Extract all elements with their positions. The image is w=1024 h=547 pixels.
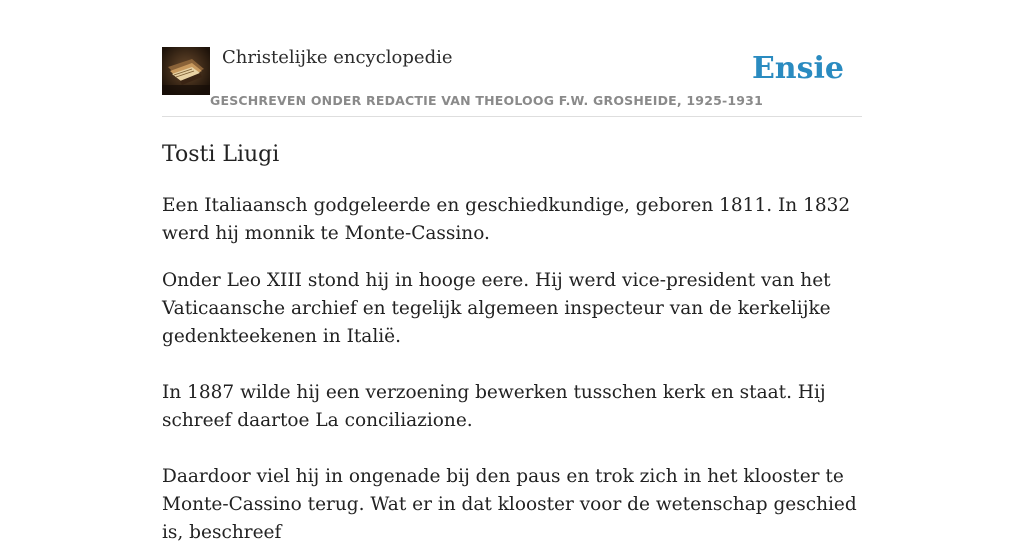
book-photo-icon (162, 47, 210, 95)
encyclopedia-avatar[interactable] (162, 47, 210, 95)
article-paragraph: In 1887 wilde hij een verzoening bewerken tusschen kerk en staat. Hij schreef daartoe La conciliazione. (162, 382, 826, 431)
encyclopedia-title[interactable]: Christelijke encyclopedie (222, 47, 453, 68)
article-title: Tosti Liugi (162, 142, 280, 167)
encyclopedia-header (162, 46, 862, 117)
article-paragraph: Daardoor viel hij in ongenade bij den paus en trok zich in het klooster te Monte-Cassino terug. Wat er in dat klooster voor de wetenschap geschied is, beschreef (162, 466, 857, 543)
article-body (162, 192, 862, 547)
article-paragraph: Een Italiaansch godgeleerde en geschiedkundige, geboren 1811. In 1832 werd hij monnik te Monte-Cassino. (162, 195, 851, 244)
encyclopedia-subtitle: GESCHREVEN ONDER REDACTIE VAN THEOLOOG F.W. GROSHEIDE, 1925-1931 (210, 93, 763, 108)
article-paragraph: Onder Leo XIII stond hij in hooge eere. Hij werd vice-president van het Vaticaansche archief en tegelijk algemeen inspecteur van de kerkelijke gedenkteekenen in Italië. (162, 270, 831, 347)
ensie-logo-link[interactable]: Ensie (751, 51, 844, 86)
